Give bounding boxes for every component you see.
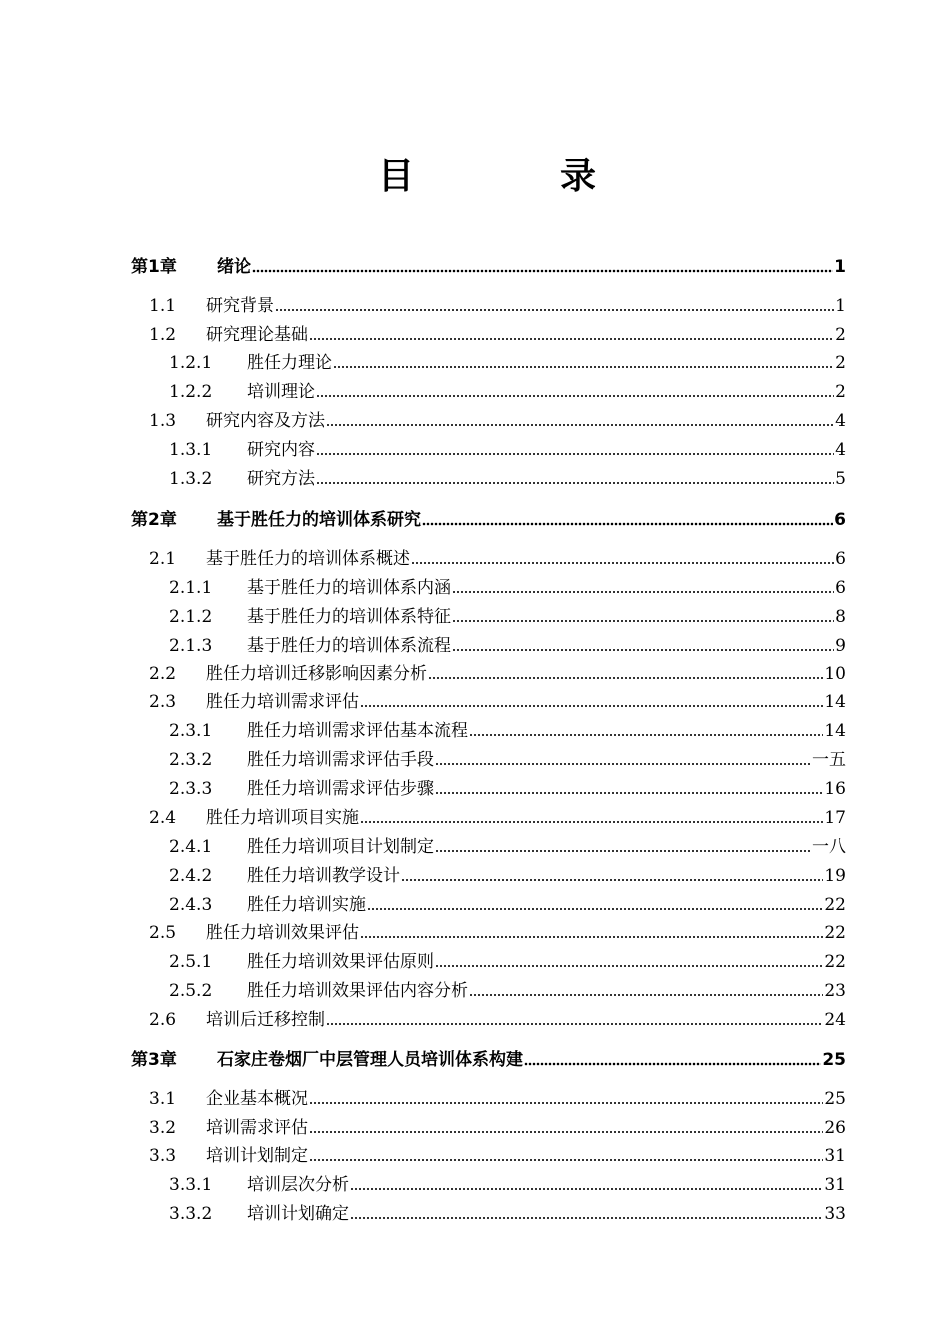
toc-entry-label: 石家庄卷烟厂中层管理人员培训体系构建 bbox=[217, 1050, 523, 1070]
toc-entry-number: 3.3.1 bbox=[169, 1175, 213, 1195]
toc-entry-number: 2.3.2 bbox=[169, 750, 213, 770]
toc-entry-label: 胜任力培训项目实施 bbox=[206, 808, 359, 828]
toc-dot-leader bbox=[316, 452, 834, 456]
toc-entry-label: 培训层次分析 bbox=[247, 1175, 349, 1195]
toc-section-entry bbox=[169, 976, 846, 1002]
toc-dot-leader bbox=[316, 481, 834, 485]
toc-entry-number: 1.3.2 bbox=[169, 469, 213, 489]
toc-dot-leader bbox=[360, 704, 823, 708]
toc-section-entry bbox=[149, 803, 846, 829]
toc-section-entry bbox=[169, 1170, 846, 1196]
toc-dot-leader bbox=[367, 907, 823, 911]
toc-section-entry bbox=[169, 1199, 846, 1225]
toc-section-entry bbox=[149, 544, 846, 570]
toc-dot-leader bbox=[360, 820, 823, 824]
toc-entry-label: 培训计划制定 bbox=[206, 1146, 308, 1166]
toc-entry-label: 基于胜任力的培训体系流程 bbox=[247, 636, 451, 656]
toc-dot-leader bbox=[435, 762, 811, 766]
toc-dot-leader bbox=[309, 1101, 823, 1105]
toc-dot-leader bbox=[435, 791, 823, 795]
toc-entry-page: 14 bbox=[824, 721, 846, 741]
toc-dot-leader bbox=[350, 1187, 823, 1191]
toc-entry-label: 基于胜任力的培训体系特征 bbox=[247, 607, 451, 627]
toc-entry-label: 培训理论 bbox=[247, 382, 315, 402]
toc-section-entry bbox=[169, 774, 846, 800]
toc-entry-page: 一八 bbox=[812, 837, 846, 857]
toc-section-entry bbox=[149, 320, 846, 346]
toc-entry-label: 胜任力培训项目计划制定 bbox=[247, 837, 434, 857]
toc-dot-leader bbox=[316, 394, 834, 398]
toc-entry-page: 5 bbox=[835, 469, 846, 489]
toc-entry-page: 31 bbox=[824, 1146, 846, 1166]
page-title bbox=[0, 148, 950, 197]
toc-entry-label: 培训计划确定 bbox=[247, 1204, 349, 1224]
toc-entry-label: 培训后迁移控制 bbox=[206, 1010, 325, 1030]
toc-entry-page: 6 bbox=[835, 578, 846, 598]
toc-section-entry bbox=[169, 890, 846, 916]
toc-entry-number: 1.3 bbox=[149, 411, 177, 431]
toc-dot-leader bbox=[411, 561, 834, 565]
toc-dot-leader bbox=[275, 308, 834, 312]
toc-entry-label: 基于胜任力的培训体系内涵 bbox=[247, 578, 451, 598]
toc-entry-label: 胜任力培训实施 bbox=[247, 895, 366, 915]
toc-entry-page: 8 bbox=[835, 607, 846, 627]
toc-entry-number: 2.1 bbox=[149, 549, 177, 569]
toc-section-entry bbox=[169, 464, 846, 490]
toc-entry-page: 19 bbox=[824, 866, 846, 886]
toc-section-entry bbox=[169, 745, 846, 771]
toc-dot-leader bbox=[309, 1158, 823, 1162]
toc-entry-label: 研究理论基础 bbox=[206, 325, 308, 345]
toc-entry-number: 1.1 bbox=[149, 296, 177, 316]
toc-entry-number: 2.3 bbox=[149, 692, 177, 712]
toc-section-entry bbox=[169, 573, 846, 599]
toc-entry-number: 2.1.2 bbox=[169, 607, 213, 627]
toc-entry-page: 22 bbox=[824, 923, 846, 943]
toc-dot-leader bbox=[422, 522, 833, 526]
toc-entry-page: 2 bbox=[835, 382, 846, 402]
toc-dot-leader bbox=[435, 849, 811, 853]
toc-entry-number: 2.5.1 bbox=[169, 952, 213, 972]
toc-section-entry bbox=[149, 1084, 846, 1110]
toc-entry-number: 2.3.1 bbox=[169, 721, 213, 741]
toc-entry-page: 17 bbox=[824, 808, 846, 828]
toc-section-entry bbox=[169, 861, 846, 887]
toc-section-entry bbox=[169, 631, 846, 657]
toc-dot-leader bbox=[435, 964, 823, 968]
toc-section-entry bbox=[149, 918, 846, 944]
toc-dot-leader bbox=[309, 337, 834, 341]
toc-section-entry bbox=[149, 659, 846, 685]
toc-entry-number: 2.1.1 bbox=[169, 578, 213, 598]
toc-entry-number: 2.4 bbox=[149, 808, 177, 828]
toc-entry-page: 16 bbox=[824, 779, 846, 799]
toc-entry-label: 研究背景 bbox=[206, 296, 274, 316]
toc-chapter-entry bbox=[131, 252, 846, 278]
toc-dot-leader bbox=[452, 619, 834, 623]
toc-entry-number: 2.5.2 bbox=[169, 981, 213, 1001]
toc-entry-number: 1.3.1 bbox=[169, 440, 213, 460]
toc-chapter-entry bbox=[131, 1045, 846, 1071]
toc-entry-number: 1.2 bbox=[149, 325, 177, 345]
toc-entry-label: 胜任力培训需求评估手段 bbox=[247, 750, 434, 770]
toc-dot-leader bbox=[469, 993, 823, 997]
title-char-2: 录 bbox=[560, 156, 597, 197]
toc-entry-page: 2 bbox=[835, 325, 846, 345]
toc-entry-label: 胜任力培训需求评估 bbox=[206, 692, 359, 712]
toc-entry-page: 22 bbox=[824, 895, 846, 915]
toc-entry-number: 2.4.2 bbox=[169, 866, 213, 886]
toc-dot-leader bbox=[309, 1130, 823, 1134]
toc-entry-page: 1 bbox=[835, 296, 846, 316]
toc-section-entry bbox=[169, 348, 846, 374]
toc-entry-page: 2 bbox=[835, 353, 846, 373]
toc-section-entry bbox=[149, 291, 846, 317]
toc-dot-leader bbox=[428, 676, 823, 680]
toc-entry-label: 培训需求评估 bbox=[206, 1118, 308, 1138]
toc-section-entry bbox=[149, 1005, 846, 1031]
toc-entry-number: 3.3.2 bbox=[169, 1204, 213, 1224]
toc-entry-label: 胜任力理论 bbox=[247, 353, 332, 373]
toc-entry-label: 基于胜任力的培训体系概述 bbox=[206, 549, 410, 569]
toc-entry-page: 22 bbox=[824, 952, 846, 972]
toc-entry-number: 2.5 bbox=[149, 923, 177, 943]
toc-entry-page: 23 bbox=[824, 981, 846, 1001]
toc-section-entry bbox=[149, 1141, 846, 1167]
toc-entry-label: 企业基本概况 bbox=[206, 1089, 308, 1109]
toc-entry-label: 胜任力培训迁移影响因素分析 bbox=[206, 664, 427, 684]
toc-chapter-entry bbox=[131, 505, 846, 531]
toc-entry-number: 3.3 bbox=[149, 1146, 177, 1166]
toc-entry-page: 24 bbox=[824, 1010, 846, 1030]
toc-entry-page: 14 bbox=[824, 692, 846, 712]
toc-entry-label: 胜任力培训效果评估原则 bbox=[247, 952, 434, 972]
toc-section-entry bbox=[149, 406, 846, 432]
toc-entry-number: 3.1 bbox=[149, 1089, 177, 1109]
toc-entry-page: 31 bbox=[824, 1175, 846, 1195]
toc-entry-number: 1.2.2 bbox=[169, 382, 213, 402]
toc-section-entry bbox=[149, 687, 846, 713]
toc-entry-label: 胜任力培训需求评估基本流程 bbox=[247, 721, 468, 741]
toc-entry-number: 2.4.1 bbox=[169, 837, 213, 857]
toc-entry-number: 2.6 bbox=[149, 1010, 177, 1030]
toc-entry-label: 胜任力培训需求评估步骤 bbox=[247, 779, 434, 799]
toc-entry-number: 第3章 bbox=[131, 1050, 177, 1070]
toc-section-entry bbox=[169, 377, 846, 403]
toc-entry-label: 研究内容及方法 bbox=[206, 411, 325, 431]
toc-entry-number: 1.2.1 bbox=[169, 353, 213, 373]
toc-entry-page: 33 bbox=[824, 1204, 846, 1224]
toc-dot-leader bbox=[252, 269, 833, 273]
toc-section-entry bbox=[169, 716, 846, 742]
toc-dot-leader bbox=[350, 1216, 823, 1220]
toc-entry-number: 2.3.3 bbox=[169, 779, 213, 799]
toc-entry-number: 第2章 bbox=[131, 510, 177, 530]
toc-entry-label: 基于胜任力的培训体系研究 bbox=[217, 510, 421, 530]
toc-section-entry bbox=[169, 947, 846, 973]
toc-entry-label: 胜任力培训效果评估 bbox=[206, 923, 359, 943]
toc-entry-label: 胜任力培训效果评估内容分析 bbox=[247, 981, 468, 1001]
toc-entry-page: 25 bbox=[822, 1050, 846, 1070]
toc-entry-number: 第1章 bbox=[131, 257, 177, 277]
toc-entry-number: 3.2 bbox=[149, 1118, 177, 1138]
toc-entry-page: 4 bbox=[835, 411, 846, 431]
toc-dot-leader bbox=[326, 423, 834, 427]
title-char-1: 目 bbox=[378, 156, 415, 197]
toc-section-entry bbox=[169, 602, 846, 628]
toc-dot-leader bbox=[452, 590, 834, 594]
toc-section-entry bbox=[149, 1113, 846, 1139]
toc-entry-page: 6 bbox=[834, 510, 846, 530]
toc-entry-page: 6 bbox=[835, 549, 846, 569]
toc-entry-label: 研究内容 bbox=[247, 440, 315, 460]
toc-entry-number: 2.4.3 bbox=[169, 895, 213, 915]
toc-entry-number: 2.1.3 bbox=[169, 636, 213, 656]
toc-dot-leader bbox=[469, 733, 823, 737]
toc-entry-page: 一五 bbox=[812, 750, 846, 770]
toc-entry-page: 10 bbox=[824, 664, 846, 684]
toc-dot-leader bbox=[360, 935, 823, 939]
toc-dot-leader bbox=[452, 648, 834, 652]
toc-entry-label: 胜任力培训教学设计 bbox=[247, 866, 400, 886]
toc-dot-leader bbox=[524, 1062, 821, 1066]
toc-entry-page: 26 bbox=[824, 1118, 846, 1138]
toc-entry-page: 1 bbox=[834, 257, 846, 277]
toc-entry-label: 绪论 bbox=[217, 257, 251, 277]
toc-section-entry bbox=[169, 832, 846, 858]
toc-dot-leader bbox=[333, 365, 834, 369]
toc-dot-leader bbox=[401, 878, 823, 882]
toc-dot-leader bbox=[326, 1022, 823, 1026]
toc-entry-page: 4 bbox=[835, 440, 846, 460]
toc-entry-page: 25 bbox=[824, 1089, 846, 1109]
toc-entry-page: 9 bbox=[835, 636, 846, 656]
toc-section-entry bbox=[169, 435, 846, 461]
toc-entry-label: 研究方法 bbox=[247, 469, 315, 489]
toc-entry-number: 2.2 bbox=[149, 664, 177, 684]
